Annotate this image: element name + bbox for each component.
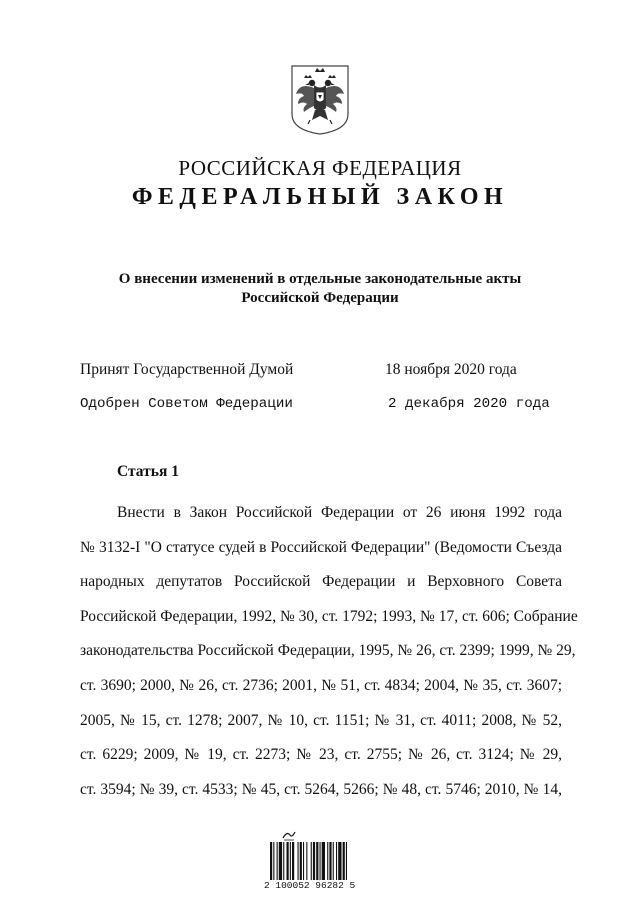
article-line: Внести в Закон Российской Федерации от 26 июня 1992 года — [117, 504, 562, 521]
duma-adoption-label: Принят Государственной Думой — [80, 361, 294, 378]
barcode-icon — [270, 842, 382, 880]
article-line: ст. 3594; № 39, ст. 4533; № 45, ст. 5264, 5266; № 48, ст. 5746; 2010, № 14, — [80, 780, 562, 798]
article-line: ст. 6229; 2009, № 19, ст. 2273; № 23, ст. 2755; № 26, ст. 3124; № 29, — [80, 746, 562, 764]
document-type: ФЕДЕРАЛЬНЫЙ ЗАКОН — [131, 184, 509, 210]
article-line: ст. 3690; 2000, № 26, ст. 2736; 2001, № 51, ст. 4834; 2004, № 35, ст. 3607; — [80, 676, 562, 694]
duma-adoption-date: 18 ноября 2020 года — [385, 361, 517, 378]
country-name: РОССИЙСКАЯ ФЕДЕРАЦИЯ — [178, 156, 462, 180]
article-heading: Статья 1 — [117, 463, 179, 480]
article-line: народных депутатов Российской Федерации и Верховного Совета — [80, 573, 562, 591]
barcode-number: 2 100052 96282 5 — [264, 880, 356, 891]
article-line: № 3132-I "О статусе судей в Российской Федерации" (Ведомости Съезда — [80, 538, 562, 556]
pen-mark-icon — [282, 828, 296, 840]
law-title-line-2: Российской Федерации — [241, 290, 399, 306]
article-line: 2005, № 15, ст. 1278; 2007, № 10, ст. 1151; № 31, ст. 4011; 2008, № 52, — [80, 711, 562, 729]
council-approval-date: 2 декабря 2020 года — [388, 396, 550, 412]
article-line: Российской Федерации, 1992, № 30, ст. 1792; 1993, № 17, ст. 606; Собрание — [80, 607, 578, 625]
article-text — [80, 496, 578, 807]
law-title-line-1: О внесении изменений в отдельные законодательные акты — [118, 271, 522, 287]
coat-of-arms-icon — [288, 64, 352, 136]
article-line: законодательства Российской Федерации, 1995, № 26, ст. 2399; 1999, № 29, — [80, 642, 576, 660]
council-approval-label: Одобрен Советом Федерации — [80, 396, 293, 412]
